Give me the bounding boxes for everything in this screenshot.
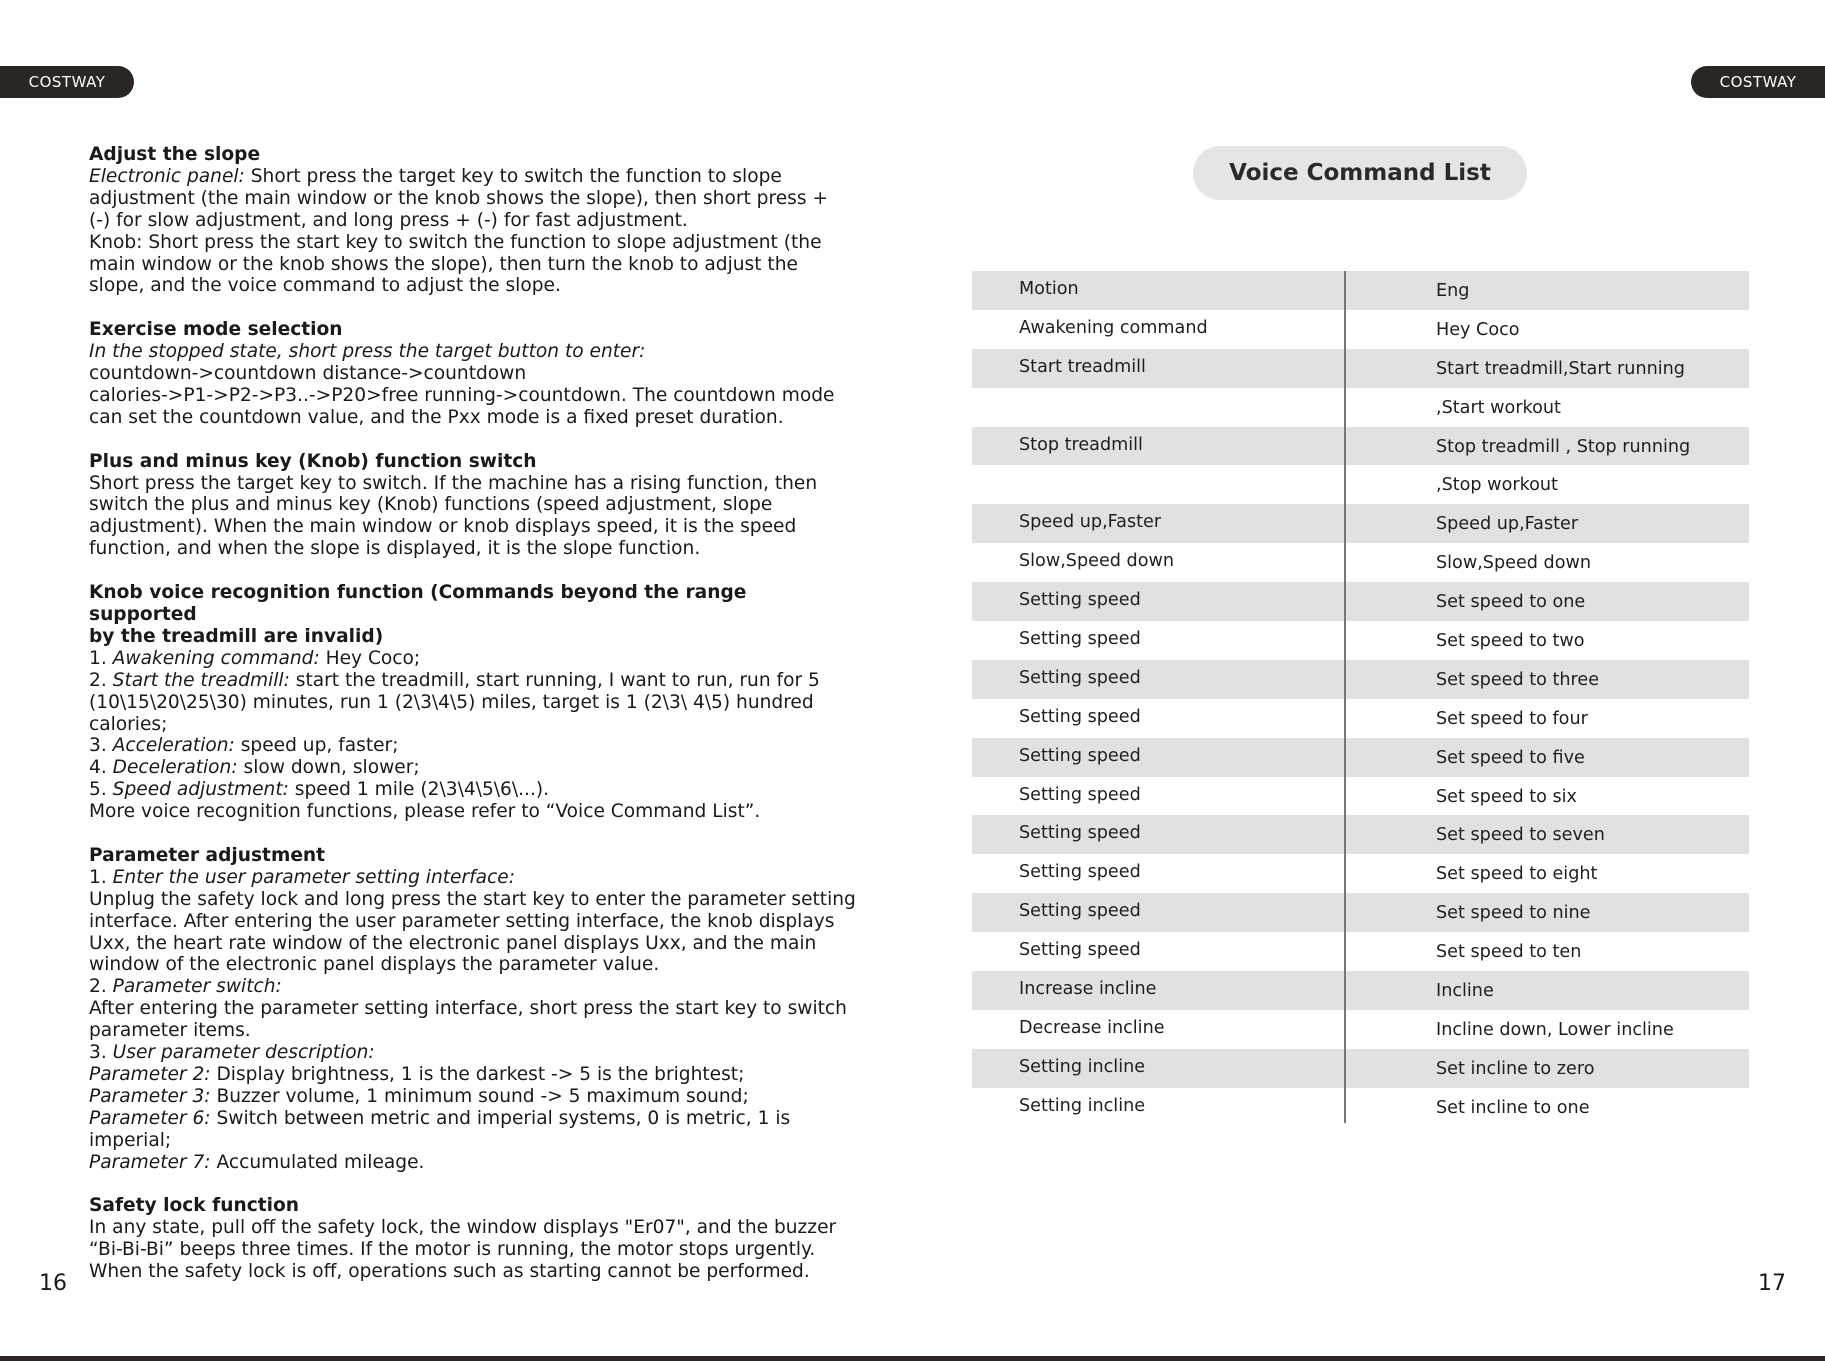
body-line (89, 692, 859, 714)
voice-command-list-title: Voice Command List (1193, 146, 1527, 200)
table-row (972, 465, 1749, 504)
body-line (89, 757, 859, 779)
motion-cell: Decrease incline (1019, 1017, 1165, 1038)
text-run: calories->P1->P2->P3..->P20>free running->countdown. The countdown mode (89, 384, 835, 406)
section-heading-continued: by the treadmill are invalid) (89, 625, 384, 647)
command-cell: Set speed to nine (1436, 903, 1591, 924)
command-cell: Set speed to two (1436, 631, 1585, 652)
italic-term: Start the treadmill: (112, 669, 290, 691)
italic-term: Parameter 3: (89, 1085, 211, 1107)
motion-cell: Setting speed (1019, 629, 1141, 650)
text-run: parameter items. (89, 1020, 251, 1042)
motion-cell: Awakening command (1019, 317, 1208, 338)
italic-term: Speed adjustment: (112, 779, 289, 801)
command-cell: Speed up,Faster (1436, 514, 1579, 535)
text-run: Knob: Short press the start key to switch the function to slope adjustment (the (89, 231, 822, 253)
table-row (972, 582, 1749, 621)
table-row (972, 543, 1749, 582)
text-run: imperial; (89, 1129, 172, 1151)
body-line (89, 232, 859, 254)
command-cell: Set speed to three (1436, 669, 1600, 690)
body-line (89, 407, 859, 429)
table-row (972, 427, 1749, 466)
body-line (89, 735, 859, 757)
italic-term: Parameter 6: (89, 1107, 211, 1129)
section (89, 451, 859, 561)
text-run: interface. After entering the user parameter setting interface, the knob displays (89, 910, 835, 932)
text-run: speed up, faster; (234, 735, 399, 757)
text-run: Unplug the safety lock and long press the start key to enter the parameter setting (89, 888, 856, 910)
body-line (89, 1152, 859, 1174)
section (89, 845, 859, 1174)
command-cell: Set speed to eight (1436, 864, 1598, 885)
text-run: In any state, pull off the safety lock, the window displays "Er07", and the buzzer (89, 1217, 837, 1239)
text-run: (10\15\20\25\30) minutes, run 1 (2\3\4\5) miles, target is 1 (2\3\ 4\5) hundred (89, 691, 814, 713)
page-number-right: 17 (1758, 1271, 1786, 1296)
body-line (89, 648, 859, 670)
command-cell: Set speed to five (1436, 747, 1585, 768)
command-cell: Set speed to one (1436, 592, 1586, 613)
motion-cell: Start treadmill (1019, 356, 1146, 377)
body-line (89, 516, 859, 538)
text-run: Accumulated mileage. (210, 1151, 425, 1173)
text-run: Hey Coco; (319, 647, 421, 669)
body-line (89, 801, 859, 823)
text-run: function, and when the slope is displayed, it is the slope function. (89, 538, 701, 560)
text-run: More voice recognition functions, please refer to “Voice Command List”. (89, 801, 761, 823)
body-line (89, 210, 859, 232)
italic-term: Parameter switch: (112, 976, 282, 998)
text-run: adjustment (the main window or the knob shows the slope), then short press + (89, 187, 829, 209)
command-cell: Eng (1436, 281, 1470, 301)
table-row (972, 854, 1749, 893)
command-cell: Slow,Speed down (1436, 553, 1592, 574)
italic-term: Parameter 2: (89, 1064, 211, 1085)
italic-term: Acceleration: (112, 735, 235, 757)
text-run: Short press the target key to switch the function to slope (244, 165, 782, 187)
text-run: 4. (89, 757, 113, 779)
body-line (89, 166, 859, 188)
command-cell: ,Start workout (1436, 397, 1561, 418)
command-cell: Set speed to ten (1436, 942, 1582, 963)
command-cell: Set speed to four (1436, 708, 1588, 729)
section (89, 144, 859, 297)
command-cell: Set incline to one (1436, 1097, 1590, 1118)
motion-cell: Setting speed (1019, 901, 1141, 922)
text-run: slow down, slower; (237, 757, 420, 779)
table-row (972, 893, 1749, 932)
body-line (89, 254, 859, 276)
text-run: When the safety lock is off, operations such as starting cannot be performed. (89, 1261, 810, 1283)
table-row (972, 388, 1749, 427)
text-run: can set the countdown value, and the Pxx mode is a fixed preset duration. (89, 406, 784, 428)
text-run: 2. (89, 669, 113, 691)
motion-cell: Slow,Speed down (1019, 551, 1175, 572)
table-row (972, 738, 1749, 777)
motion-cell: Setting speed (1019, 862, 1141, 883)
body-line (89, 911, 859, 933)
section (89, 319, 859, 429)
text-run: Display brightness, 1 is the darkest -> 5 is the brightest; (210, 1064, 745, 1085)
body-line (89, 473, 859, 495)
command-cell: Set incline to zero (1436, 1058, 1595, 1079)
italic-term: Parameter 7: (89, 1151, 211, 1173)
text-run: (-) for slow adjustment, and long press + (-) for fast adjustment. (89, 209, 688, 231)
text-run: 1. (89, 647, 113, 669)
section (89, 1195, 859, 1283)
text-run: 3. (89, 735, 113, 757)
motion-cell: Setting speed (1019, 745, 1141, 766)
table-row (972, 621, 1749, 660)
text-run: countdown->countdown distance->countdown (89, 363, 527, 385)
text-run: 5. (89, 779, 113, 801)
table-row (972, 932, 1749, 971)
section-heading: Parameter adjustment (89, 844, 326, 866)
body-line (89, 363, 859, 385)
italic-term: In the stopped state, short press the target button to enter: (89, 341, 646, 363)
motion-cell: Setting speed (1019, 590, 1141, 611)
body-line (89, 1261, 859, 1283)
command-cell: Incline down, Lower incline (1436, 1019, 1674, 1040)
text-run: calories; (89, 713, 168, 735)
command-cell: Set speed to six (1436, 786, 1577, 807)
body-line (89, 494, 859, 516)
motion-cell: Setting incline (1019, 1056, 1146, 1077)
body-line (89, 779, 859, 801)
section-heading: Knob voice recognition function (Commands beyond the range supported (89, 582, 747, 625)
motion-cell: Setting speed (1019, 784, 1141, 805)
italic-term: Electronic panel: (89, 165, 245, 187)
body-line (89, 976, 859, 998)
table-row (972, 1088, 1749, 1127)
command-cell: Start treadmill,Start running (1436, 358, 1685, 379)
body-line (89, 275, 859, 297)
body-line (89, 385, 859, 407)
text-run: 2. (89, 976, 113, 998)
body-line (89, 341, 859, 363)
body-line (89, 188, 859, 210)
body-line (89, 954, 859, 976)
motion-cell: Setting incline (1019, 1095, 1146, 1116)
bottom-rule (0, 1356, 1825, 1361)
table-row (972, 777, 1749, 816)
text-run: main window or the knob shows the slope), then turn the knob to adjust the (89, 253, 798, 275)
italic-term: Enter the user parameter setting interface: (112, 866, 516, 888)
text-run: adjustment). When the main window or knob displays speed, it is the speed (89, 516, 797, 538)
body-line (89, 670, 859, 692)
text-run: start the treadmill, start running, I want to run, run for 5 (289, 669, 820, 691)
motion-cell: Motion (1019, 279, 1079, 299)
body-line (89, 889, 859, 911)
page-number-left: 16 (39, 1271, 67, 1296)
section-heading: Safety lock function (89, 1195, 299, 1217)
motion-cell: Speed up,Faster (1019, 512, 1162, 533)
text-run: “Bi-Bi-Bi” beeps three times. If the motor is running, the motor stops urgently. (89, 1239, 816, 1261)
table-row (972, 1010, 1749, 1049)
text-run: Uxx, the heart rate window of the electronic panel displays Uxx, and the main (89, 932, 817, 954)
text-run: switch the plus and minus key (Knob) functions (speed adjustment, slope (89, 494, 773, 516)
motion-cell: Setting speed (1019, 823, 1141, 844)
table-row (972, 971, 1749, 1010)
text-run: window of the electronic panel displays the parameter value. (89, 954, 660, 976)
command-cell: Incline (1436, 981, 1494, 1002)
body-line (89, 1108, 859, 1130)
body-line (89, 933, 859, 955)
body-line (89, 1042, 859, 1064)
table-row (972, 310, 1749, 349)
voice-command-table (972, 271, 1749, 1127)
text-run: After entering the parameter setting interface, short press the start key to switch (89, 998, 847, 1020)
table-row (972, 815, 1749, 854)
body-line (89, 1064, 859, 1086)
brand-logo-left: COSTWAY (0, 66, 134, 98)
text-run: speed 1 mile (2\3\4\5\6\...). (288, 779, 550, 801)
italic-term: Awakening command: (112, 647, 320, 669)
body-line (89, 1130, 859, 1152)
text-run: slope, and the voice command to adjust the slope. (89, 275, 561, 297)
left-page-content (89, 144, 859, 1305)
italic-term: Deceleration: (112, 757, 238, 779)
motion-cell: Setting speed (1019, 667, 1141, 688)
italic-term: User parameter description: (112, 1042, 375, 1064)
motion-cell: Setting speed (1019, 706, 1141, 727)
command-cell: Stop treadmill , Stop running (1436, 436, 1691, 457)
brand-logo-right: COSTWAY (1691, 66, 1825, 98)
table-row (972, 349, 1749, 388)
body-line (89, 538, 859, 560)
command-cell: Hey Coco (1436, 319, 1520, 340)
text-run: 3. (89, 1042, 113, 1064)
section (89, 582, 859, 823)
table-row (972, 271, 1749, 310)
motion-cell: Stop treadmill (1019, 434, 1143, 455)
table-row (972, 1049, 1749, 1088)
body-line (89, 867, 859, 889)
text-run: 1. (89, 866, 113, 888)
table-row (972, 504, 1749, 543)
text-run: Buzzer volume, 1 minimum sound -> 5 maximum sound; (210, 1085, 749, 1107)
body-line (89, 1020, 859, 1042)
body-line (89, 998, 859, 1020)
text-run: Switch between metric and imperial systems, 0 is metric, 1 is (210, 1107, 791, 1129)
body-line (89, 1086, 859, 1108)
section-heading: Exercise mode selection (89, 319, 343, 341)
section-heading: Adjust the slope (89, 144, 261, 165)
motion-cell: Setting speed (1019, 940, 1141, 961)
motion-cell: Increase incline (1019, 979, 1157, 1000)
table-row (972, 699, 1749, 738)
body-line (89, 1239, 859, 1261)
text-run: Short press the target key to switch. If the machine has a rising function, then (89, 472, 818, 494)
command-cell: Set speed to seven (1436, 825, 1605, 846)
table-row (972, 660, 1749, 699)
body-line (89, 1217, 859, 1239)
section-heading: Plus and minus key (Knob) function switch (89, 450, 537, 472)
body-line (89, 714, 859, 736)
command-cell: ,Stop workout (1436, 475, 1558, 496)
table-column-divider (1344, 271, 1346, 1123)
